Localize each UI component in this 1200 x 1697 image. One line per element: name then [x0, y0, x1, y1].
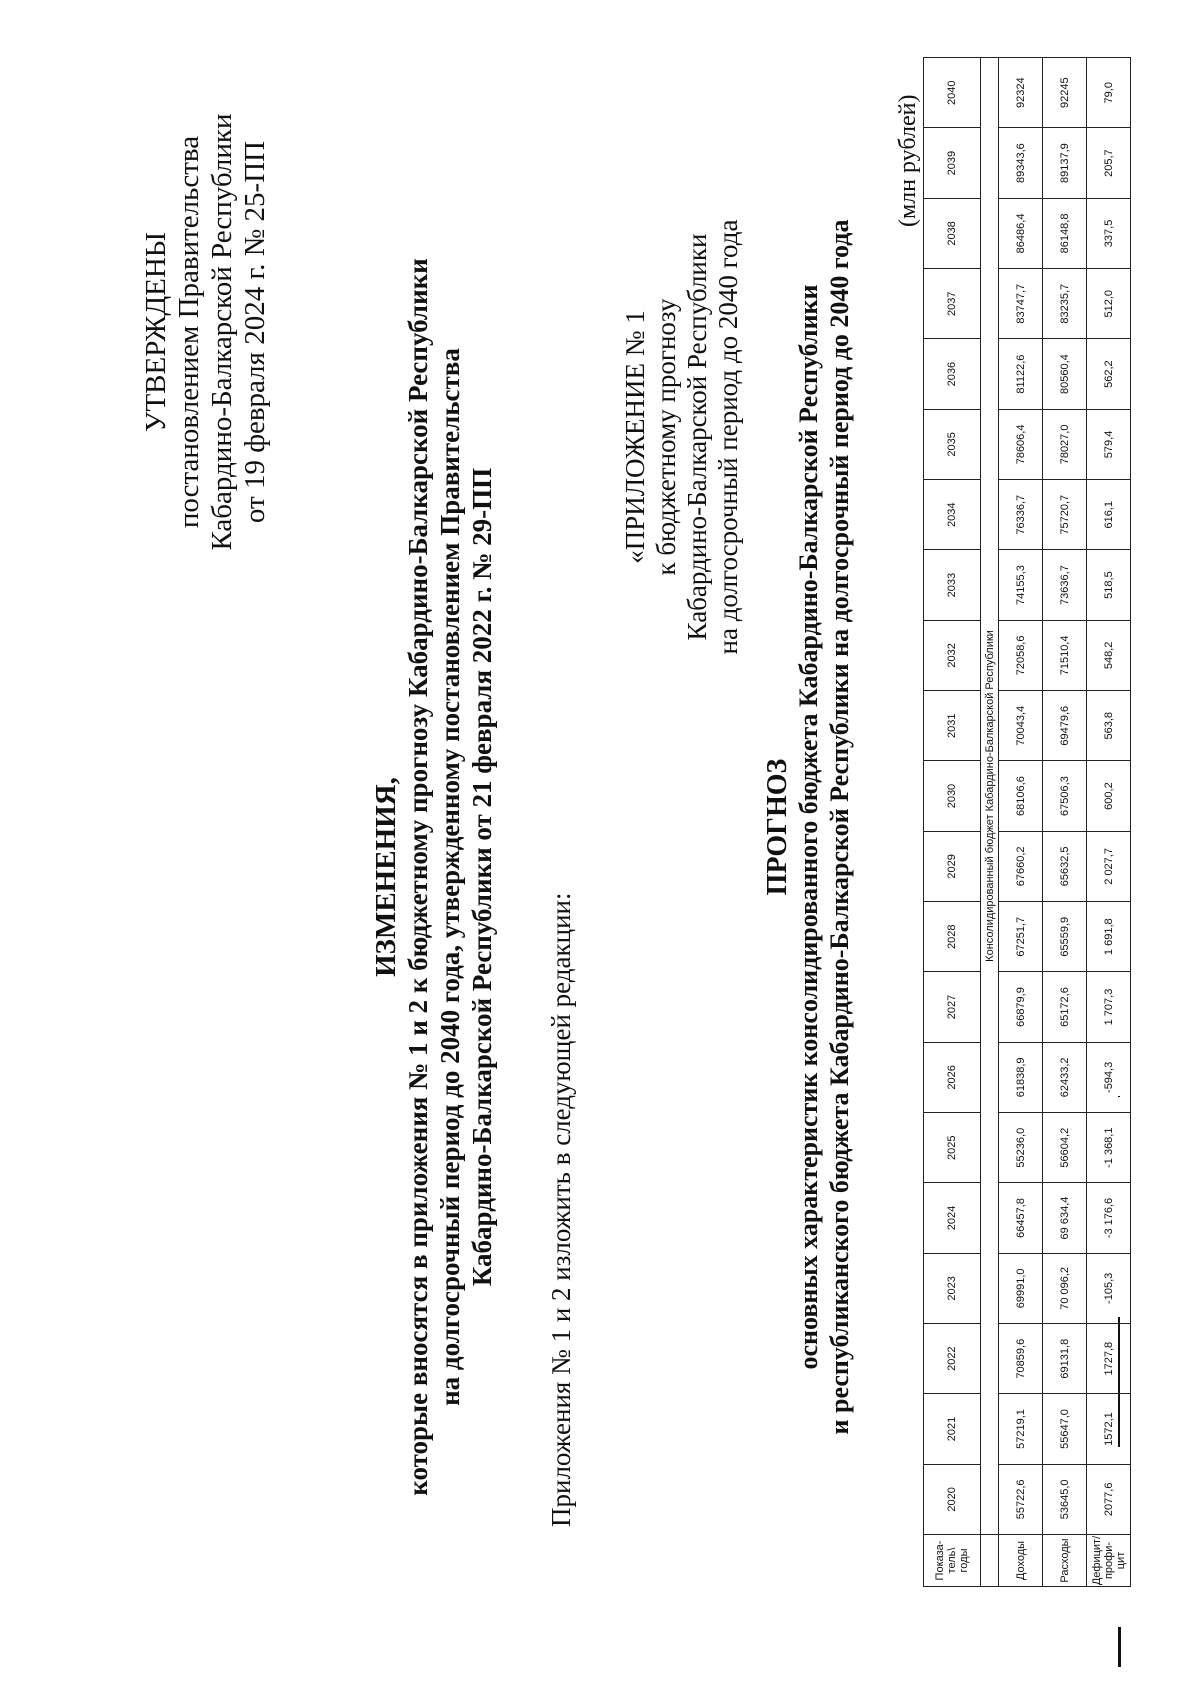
value-cell: 92245: [1043, 58, 1087, 128]
year-header-cell: 2020: [924, 1464, 981, 1534]
year-header-cell: 2030: [924, 761, 981, 831]
value-cell: 66879,9: [999, 972, 1043, 1042]
value-cell: 66457,8: [999, 1183, 1043, 1253]
value-cell: 70 096,2: [1043, 1253, 1087, 1323]
value-cell: 81122,6: [999, 339, 1043, 409]
value-cell: 69991,0: [999, 1253, 1043, 1323]
year-header-cell: 2026: [924, 1042, 981, 1112]
value-cell: 71510,4: [1043, 620, 1087, 690]
value-cell: 518,5: [1087, 550, 1131, 620]
value-cell: 83747,7: [999, 269, 1043, 339]
year-header-cell: 2022: [924, 1324, 981, 1394]
approval-stamp: [140, 97, 272, 567]
value-cell: 74155,3: [999, 550, 1043, 620]
value-cell: 1572,1: [1087, 1394, 1131, 1464]
year-header-cell: 2033: [924, 550, 981, 620]
value-cell: 65172,6: [1043, 972, 1087, 1042]
section-title-cell: Консолидированный бюджет Кабардино-Балкарской Республики: [981, 58, 999, 1535]
value-cell: 61838,9: [999, 1042, 1043, 1112]
value-cell: 600,2: [1087, 761, 1131, 831]
value-cell: 1727,8: [1087, 1324, 1131, 1394]
value-cell: 67506,3: [1043, 761, 1087, 831]
value-cell: 70043,4: [999, 691, 1043, 761]
year-header-cell: 2028: [924, 902, 981, 972]
year-header-cell: 2029: [924, 831, 981, 901]
value-cell: 563,8: [1087, 691, 1131, 761]
value-cell: 83235,7: [1043, 269, 1087, 339]
section-empty-cell: [981, 1535, 999, 1587]
value-cell: 67660,2: [999, 831, 1043, 901]
changes-title: ИЗМЕНЕНИЯ,: [370, 777, 402, 977]
approval-line: Кабардино-Балкарской Республики: [206, 113, 238, 551]
value-cell: 55236,0: [999, 1113, 1043, 1183]
intro-paragraph: Приложения № 1 и 2 изложить в следующей редакции:: [546, 892, 576, 1527]
value-cell: 69131,8: [1043, 1324, 1087, 1394]
value-cell: 75720,7: [1043, 480, 1087, 550]
changes-line: которые вносятся в приложения № 1 и 2 к бюджетному прогнозу Кабардино-Балкарской Республики: [403, 258, 433, 1496]
approval-line: от 19 февраля 2024 г. № 25-ПП: [239, 140, 271, 524]
year-header-cell: 2040: [924, 58, 981, 128]
year-header-cell: 2038: [924, 198, 981, 268]
value-cell: 69 634,4: [1043, 1183, 1087, 1253]
value-cell: 205,7: [1087, 128, 1131, 198]
value-cell: 56604,2: [1043, 1113, 1087, 1183]
appendix-header: [620, 177, 744, 697]
value-cell: 2 027,7: [1087, 831, 1131, 901]
value-cell: 79,0: [1087, 58, 1131, 128]
row-label-cell: Расходы: [1043, 1535, 1087, 1587]
budget-forecast-table: [923, 57, 1131, 1587]
value-cell: 89343,6: [999, 128, 1043, 198]
table-row: [1087, 58, 1131, 1587]
value-cell: 512,0: [1087, 269, 1131, 339]
value-cell: 579,4: [1087, 409, 1131, 479]
year-header-cell: 2025: [924, 1113, 981, 1183]
row-label-cell: Дефицит/ профи-цит: [1087, 1535, 1131, 1587]
year-header-cell: 2039: [924, 128, 981, 198]
scan-artifact-line: [1118, 1317, 1120, 1447]
value-cell: 68106,6: [999, 761, 1043, 831]
value-cell: 78606,4: [999, 409, 1043, 479]
appendix-line: Кабардино-Балкарской Республики: [682, 233, 712, 641]
value-cell: 73636,7: [1043, 550, 1087, 620]
appendix-line: на долгосрочный период до 2040 года: [713, 219, 743, 655]
forecast-title: ПРОГНОЗ: [762, 758, 793, 896]
value-cell: 55647,0: [1043, 1394, 1087, 1464]
scan-artifact-line: [1118, 1627, 1121, 1667]
approval-title: УТВЕРЖДЕНЫ: [140, 231, 172, 433]
value-cell: 65632,5: [1043, 831, 1087, 901]
appendix-line: «ПРИЛОЖЕНИЕ № 1: [620, 310, 650, 564]
year-header-cell: 2032: [924, 620, 981, 690]
value-cell: 562,2: [1087, 339, 1131, 409]
year-header-cell: 2027: [924, 972, 981, 1042]
row-label-cell: Доходы: [999, 1535, 1043, 1587]
changes-line: Кабардино-Балкарской Республики от 21 февраля 2022 г. № 29-ПП: [467, 467, 497, 1287]
table-row: [999, 58, 1043, 1587]
value-cell: 62433,2: [1043, 1042, 1087, 1112]
approval-line: постановлением Правительства: [173, 135, 205, 529]
value-cell: 67251,7: [999, 902, 1043, 972]
value-cell: 53645,0: [1043, 1464, 1087, 1534]
value-cell: 55722,6: [999, 1464, 1043, 1534]
year-header-cell: 2036: [924, 339, 981, 409]
forecast-line: и республиканского бюджета Кабардино-Балкарской Республики на долгосрочный период до 2040 года: [825, 219, 854, 1435]
year-header-cell: 2024: [924, 1183, 981, 1253]
value-cell: 72058,6: [999, 620, 1043, 690]
value-cell: 70859,6: [999, 1324, 1043, 1394]
changes-line: на долгосрочный период до 2040 года, утвержденному постановлением Правительства: [435, 348, 465, 1406]
value-cell: 80560,4: [1043, 339, 1087, 409]
value-cell: 548,2: [1087, 620, 1131, 690]
year-header-cell: 2021: [924, 1394, 981, 1464]
value-cell: 57219,1: [999, 1394, 1043, 1464]
value-cell: 65559,9: [1043, 902, 1087, 972]
section-row: [981, 58, 999, 1587]
forecast-line: основных характеристик консолидированного бюджета Кабардино-Балкарской Республики: [794, 284, 823, 1370]
value-cell: 78027,0: [1043, 409, 1087, 479]
value-cell: 86486,4: [999, 198, 1043, 268]
value-cell: -105,3: [1087, 1253, 1131, 1323]
value-cell: -3 176,6: [1087, 1183, 1131, 1253]
value-cell: 616,1: [1087, 480, 1131, 550]
value-cell: 89137,9: [1043, 128, 1087, 198]
value-cell: 1 707,3: [1087, 972, 1131, 1042]
value-cell: 69479,6: [1043, 691, 1087, 761]
forecast-heading: [762, 137, 855, 1517]
year-header-cell: 2031: [924, 691, 981, 761]
value-cell: 337,5: [1087, 198, 1131, 268]
year-header-cell: 2035: [924, 409, 981, 479]
corner-header-cell: Показа-тель\ годы: [924, 1535, 981, 1587]
rotated-document-content: [0, 57, 1160, 1697]
value-cell: 92324: [999, 58, 1043, 128]
value-cell: 86148,8: [1043, 198, 1087, 268]
changes-heading: [370, 137, 498, 1617]
year-header-cell: 2034: [924, 480, 981, 550]
year-header-cell: 2037: [924, 269, 981, 339]
appendix-line: к бюджетному прогнозу: [651, 298, 681, 576]
year-header-row: [924, 58, 981, 1587]
year-header-cell: 2023: [924, 1253, 981, 1323]
units-label: (млн рублей): [895, 94, 921, 227]
value-cell: 1 691,8: [1087, 902, 1131, 972]
value-cell: 76336,7: [999, 480, 1043, 550]
table-row: [1043, 58, 1087, 1587]
value-cell: -1 368,1: [1087, 1113, 1131, 1183]
value-cell: -594,3: [1087, 1042, 1131, 1112]
scan-artifact-dot: [1118, 1096, 1120, 1097]
value-cell: 2077,6: [1087, 1464, 1131, 1534]
